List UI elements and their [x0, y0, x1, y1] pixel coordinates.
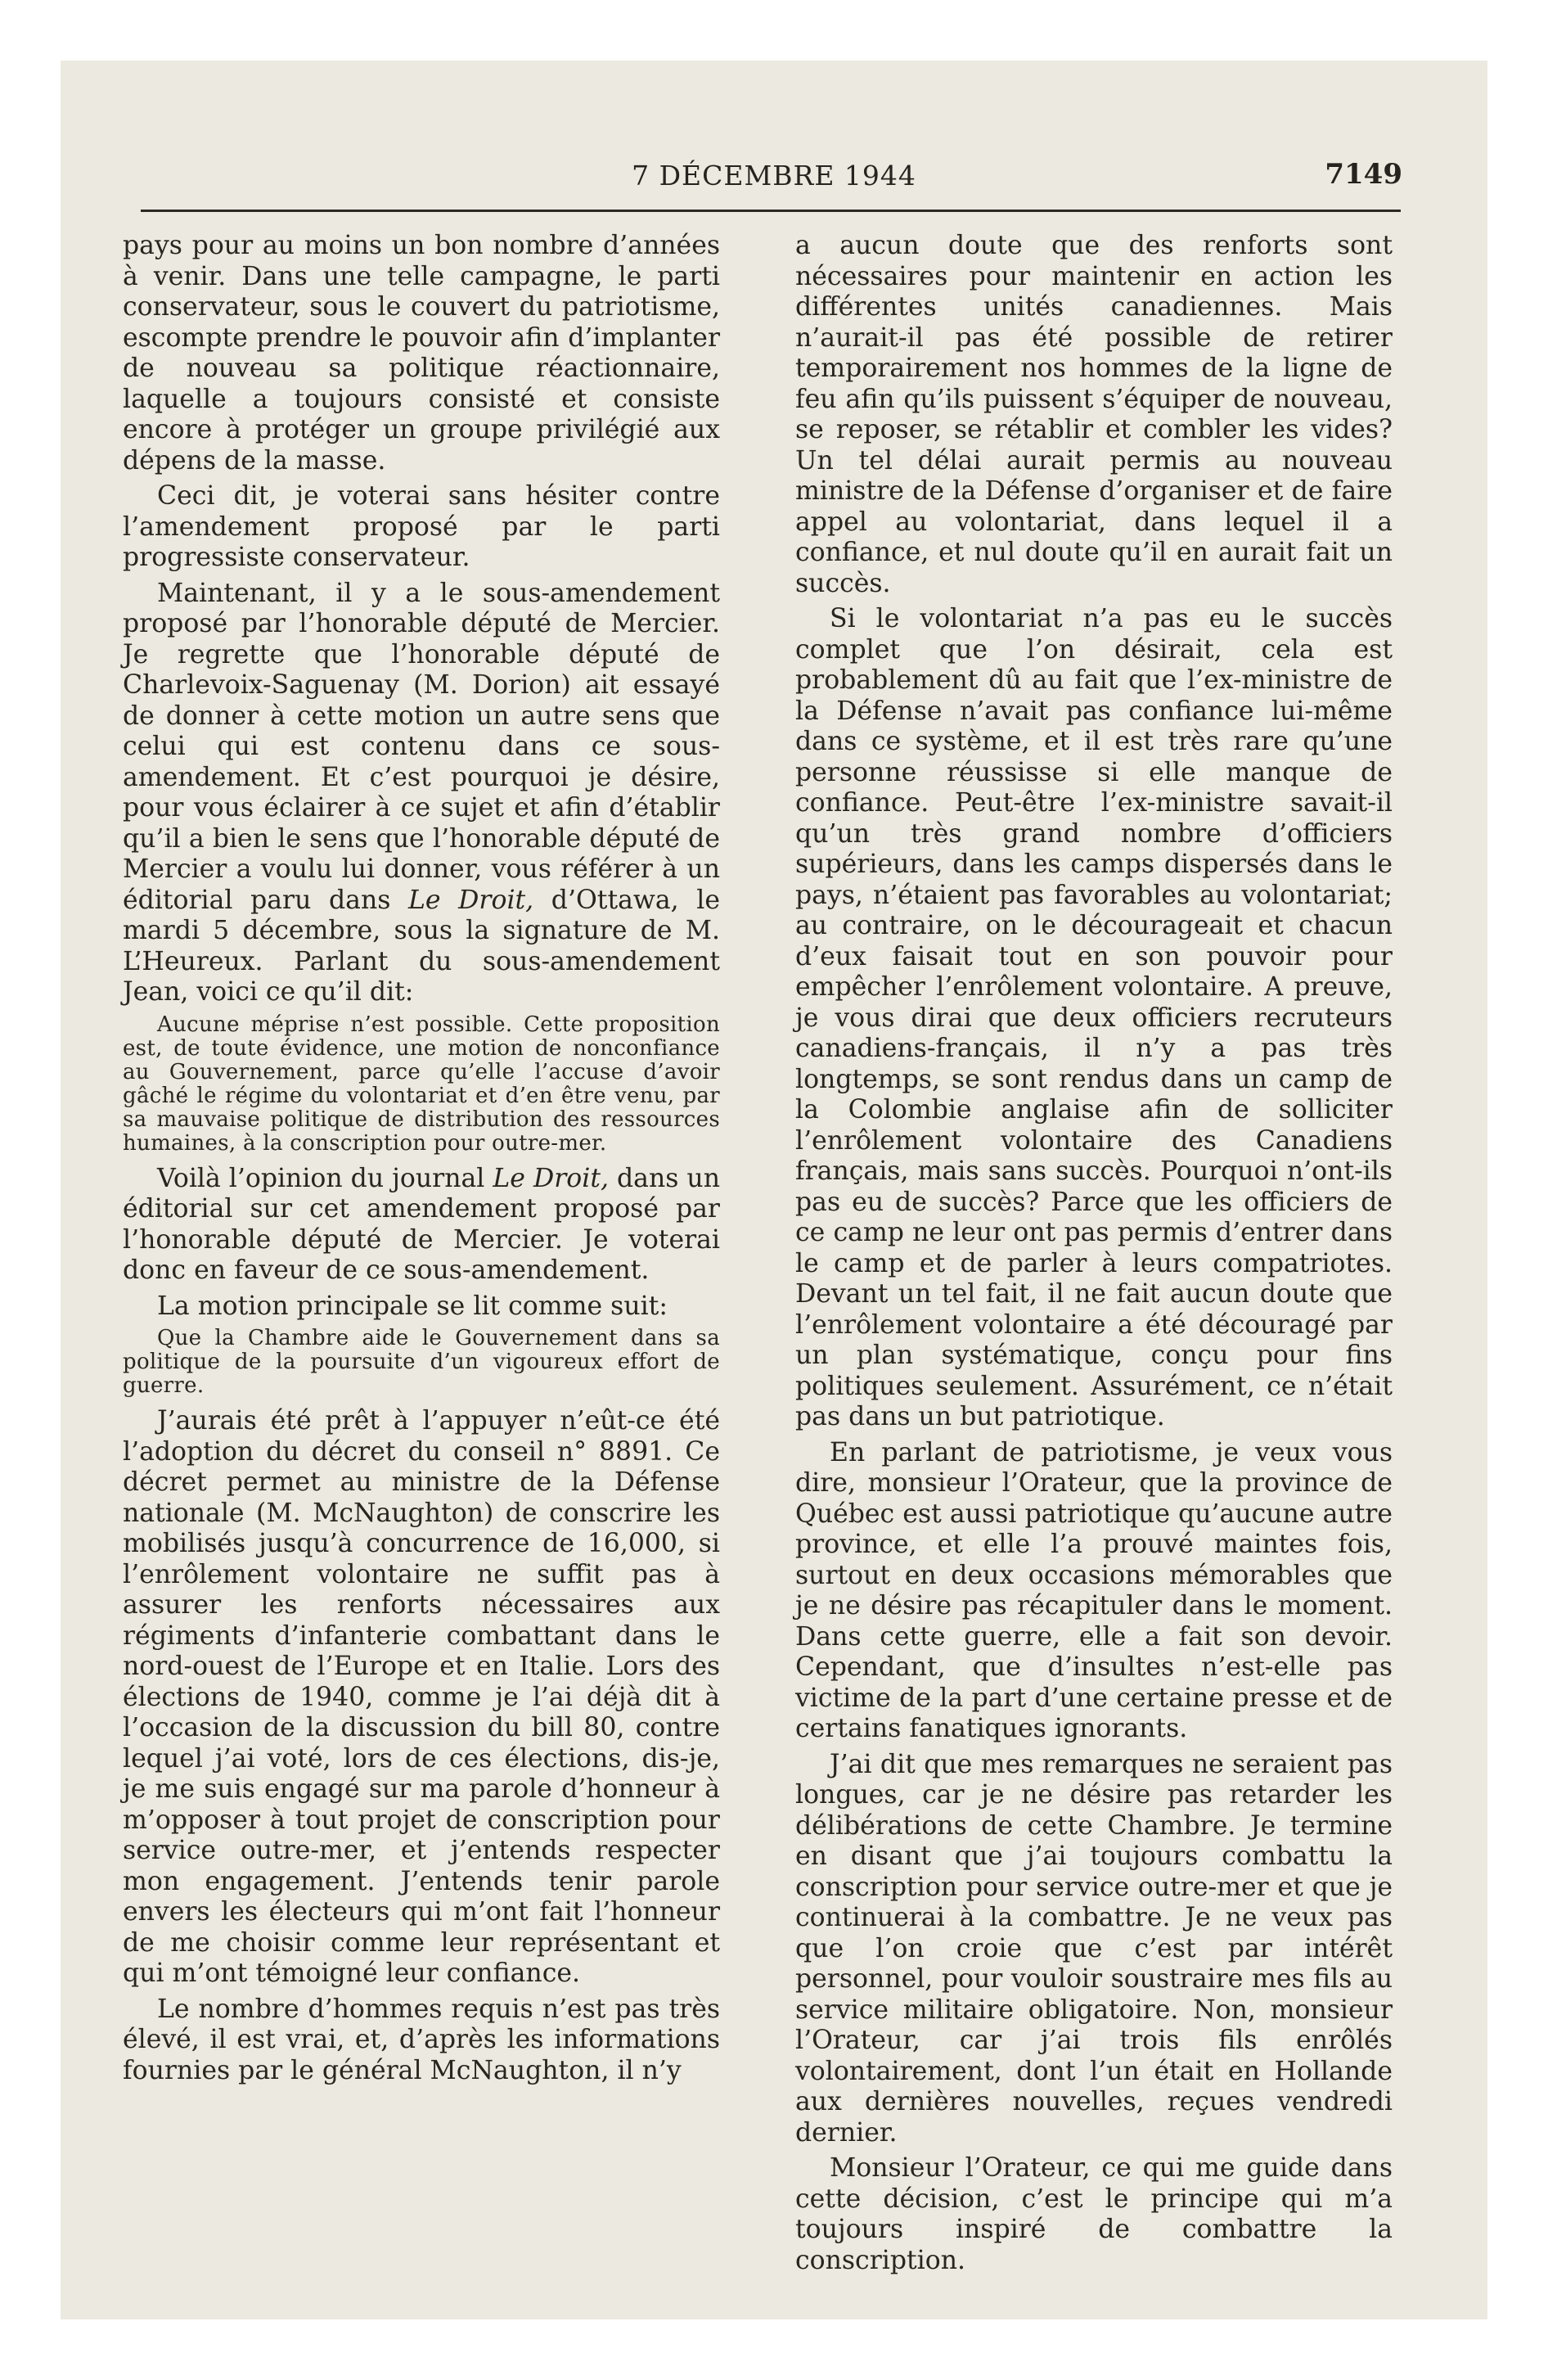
paragraph: J’ai dit que mes remarques ne seraient pas longues, car je ne désire pas retarder les délibérations de cette Chambre. Je termine en disant que j’ai toujours combattu la conscription pour service outre-mer et que je continuerai à la combattre. Je ne veux pas que l’on croie que c’est par intérêt personnel, pour vouloir soustraire mes fils au service militaire obligatoire. Non, monsieur l’Orateur, car j’ai trois fils enrôlés volontairement, dont l’un était en Hollande aux dernières nouvelles, reçues vendredi dernier. — [795, 1749, 1393, 2148]
paragraph-text: d’Ottawa, le mardi 5 décembre, sous la signature de M. L’Heureux. Parlant du sous-amendement Jean, voici ce qu’il dit: — [123, 885, 720, 1007]
paragraph: Si le volontariat n’a pas eu le succès complet que l’on désirait, cela est probablement dû au fait que l’ex-ministre de la Défense n’avait pas confiance lui-même dans ce système, et il est très rare qu’une personne réussisse si elle manque de confiance. Peut-être l’ex-ministre savait-il qu’un très grand nombre d’officiers supérieurs, dans les camps dispersés dans le pays, n’étaient pas favorables au volontariat; au contraire, on le décourageait et chacun d’eux faisait tout en son pouvoir pour empêcher l’enrôlement volontaire. A preuve, je vous dirai que deux officiers recruteurs canadiens-français, il n’y a pas très longtemps, se sont rendus dans un camp de la Colombie anglaise afin de solliciter l’enrôlement volontaire des Canadiens français, mais sans succès. Pourquoi n’ont-ils pas eu de succès? Parce que les officiers de ce camp ne leur ont pas permis d’entrer dans le camp et de parler à leurs compatriotes. Devant un tel fait, il ne fait aucun doute que l’enrôlement volontaire a été découragé par un plan systématique, conçu pour fins politiques seulement. Assurément, ce n’était pas dans un but patriotique. — [795, 604, 1393, 1431]
paragraph — [123, 1164, 720, 1287]
paragraph-text: Maintenant, il y a le sous-amendement proposé par l’honorable député de Mercier. Je regrette que l’honorable député de Charlevoix-Saguenay (M. Dorion) ait essayé de donner à cette motion un autre sens que celui qui est contenu dans ce sous-amendement. Et c’est pourquoi je désire, pour vous éclairer à ce sujet et afin d’établir qu’il a bien le sens que l’honorable député de Mercier a voulu lui donner, vous référer à un éditorial paru dans — [123, 578, 720, 915]
paragraph: Monsieur l’Orateur, ce qui me guide dans cette décision, c’est le principe qui m’a toujours inspiré de combattre la conscription. — [795, 2153, 1393, 2275]
newspaper-title: Le Droit, — [493, 1163, 609, 1193]
block-quote: Que la Chambre aide le Gouvernement dans sa politique de la poursuite d’un vigoureux effort de guerre. — [123, 1326, 720, 1398]
paragraph-text: dans un éditorial sur cet amendement proposé par l’honorable député de Mercier. Je voterai donc en faveur de ce sous-amendement. — [123, 1163, 720, 1285]
newspaper-title: Le Droit, — [408, 885, 534, 915]
paragraph: pays pour au moins un bon nombre d’années à venir. Dans une telle campagne, le parti conservateur, sous le couvert du patriotisme, escompte prendre le pouvoir afin d’implanter de nouveau sa politique réactionnaire, laquelle a toujours consisté et consiste encore à protéger un groupe privilégié aux dépens de la masse. — [123, 231, 720, 476]
left-column — [123, 231, 720, 2091]
page-date: 7 DÉCEMBRE 1944 — [632, 160, 916, 192]
paragraph-text: Voilà l’opinion du journal — [157, 1163, 493, 1193]
header-rule — [141, 210, 1401, 212]
paragraph: Ceci dit, je voterai sans hésiter contre l’amendement proposé par le parti progressiste conservateur. — [123, 481, 720, 572]
paragraph: J’aurais été prêt à l’appuyer n’eût-ce été l’adoption du décret du conseil n° 8891. Ce décret permet au ministre de la Défense nationale (M. McNaughton) de conscrire les mobilisés jusqu’à concurrence de 16,000, si l’enrôlement volontaire ne suffit pas à assurer les renforts nécessaires aux régiments d’infanterie combattant dans le nord-ouest de l’Europe et en Italie. Lors des élections de 1940, comme je l’ai déjà dit à l’occasion de la discussion du bill 80, contre lequel j’ai voté, lors de ces élections, dis-je, je me suis engagé sur ma parole d’honneur à m’opposer à tout projet de conscription pour service outre-mer, et j’entends respecter mon engagement. J’entends tenir parole envers les électeurs qui m’ont fait l’honneur de me choisir comme leur représentant et qui m’ont témoigné leur confiance. — [123, 1406, 720, 1988]
paragraph: En parlant de patriotisme, je veux vous dire, monsieur l’Orateur, que la province de Québec est aussi patriotique qu’aucune autre province, et elle l’a prouvé maintes fois, surtout en deux occasions mémorables que je ne désire pas récapituler dans le moment. Dans cette guerre, elle a fait son devoir. Cependant, que d’insultes n’est-elle pas victime de la part d’une certaine presse et de certains fanatiques ignorants. — [795, 1437, 1393, 1743]
paragraph: La motion principale se lit comme suit: — [157, 1291, 668, 1321]
paragraph — [123, 579, 720, 1008]
page-header — [141, 160, 1407, 209]
block-quote: Aucune méprise n’est possible. Cette proposition est, de toute évidence, une motion de nonconfiance au Gouvernement, parce qu’elle l’accuse d’avoir gâché le régime du volontariat et d’en être venu, par sa mauvaise politique de distribution des ressources humaines, à la conscription pour outre-mer. — [123, 1012, 720, 1156]
right-column — [795, 231, 1393, 2281]
paragraph: a aucun doute que des renforts sont nécessaires pour maintenir en action les différentes unités canadiennes. Mais n’aurait-il pas été possible de retirer temporairement nos hommes de la ligne de feu afin qu’ils puissent s’équiper de nouveau, se reposer, se rétablir et combler les vides? Un tel délai aurait permis au nouveau ministre de la Défense d’organiser et de faire appel au volontariat, dans lequel il a confiance, et nul doute qu’il en aurait fait un succès. — [795, 231, 1393, 598]
page-number: 7149 — [1325, 158, 1402, 191]
paragraph: Le nombre d’hommes requis n’est pas très élevé, il est vrai, et, d’après les informations fournies par le général McNaughton, il n’y — [123, 1994, 720, 2085]
